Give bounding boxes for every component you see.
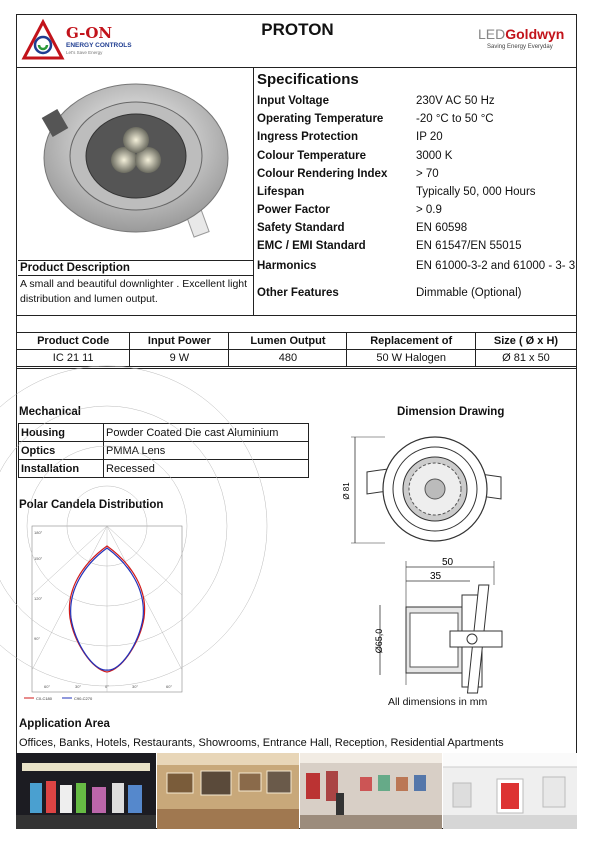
spec-row [257,131,577,149]
table-row [19,424,309,442]
product-description-text: A small and beautiful downlighter . Excellent light distribution and lumen output. [20,278,248,305]
spec-key: Input Voltage [257,95,329,107]
dim-height-label: Ø65,0 [374,628,384,654]
spec-row [257,168,577,186]
goldwyn-logo [478,26,564,42]
dimension-side-view [370,555,505,693]
polar-tick: 30° [132,684,139,689]
table-row [19,460,309,478]
spec-key: Safety Standard [257,222,345,234]
application-photo-strip [16,753,577,829]
spec-key: Other Features [257,287,339,299]
table-row [19,442,309,460]
mech-key: Optics [19,442,104,460]
mech-key: Installation [19,460,104,478]
polar-legend: C0-C180 [36,696,53,701]
spec-value: EN 61000-3-2 and 61000 - 3- 3 [416,260,576,272]
polar-title: Polar Candela Distribution [19,499,164,511]
product-description-title: Product Description [18,260,253,276]
spec-value: 230V AC 50 Hz [416,95,495,107]
product-table [16,332,577,367]
spec-row [257,95,577,113]
application-photo-atrium [443,753,577,829]
table-cell: Ø 81 x 50 [475,350,576,367]
application-photo-exhibition [300,753,442,829]
spec-value: > 70 [416,168,439,180]
polar-tick: 120° [34,596,43,601]
spec-value: IP 20 [416,131,443,143]
application-title: Application Area [19,718,110,730]
spec-value: EN 61547/EN 55015 [416,240,522,252]
product-image [36,78,236,254]
spec-key: Colour Rendering Index [257,168,388,180]
polar-tick: 60° [166,684,173,689]
application-photo-gallery [157,753,299,829]
polar-tick: 180° [34,530,43,535]
section-divider [16,315,577,316]
spec-key: Operating Temperature [257,113,384,125]
gon-brand-name: G-ON [66,24,113,42]
table-header: Replacement of [347,333,476,350]
table-header: Input Power [130,333,229,350]
table-cell: 9 W [130,350,229,367]
polar-chart [20,520,188,705]
table-cell: 480 [229,350,347,367]
mechanical-table [18,423,309,478]
spec-row [257,113,577,131]
spec-key: Harmonics [257,260,317,272]
gon-brand-tagline: Let's Save Energy [66,50,103,55]
dimension-drawing-title: Dimension Drawing [397,406,505,418]
spec-key: Ingress Protection [257,131,358,143]
spec-row [257,204,577,222]
goldwyn-prefix: LED [478,26,506,42]
dim-width-label: 50 [442,557,454,568]
spec-row [257,150,577,168]
mech-value: Recessed [104,460,309,478]
mech-value: PMMA Lens [104,442,309,460]
dim-diameter-label: Ø 81 [342,482,351,500]
table-header: Product Code [17,333,130,350]
section-divider [16,368,577,369]
specifications-heading: Specifications [257,71,359,88]
polar-tick: 30° [75,684,82,689]
mechanical-title: Mechanical [19,406,81,418]
spec-row [257,287,577,305]
dimension-top-view [342,425,520,550]
goldwyn-tagline: Saving Energy Everyday [487,44,553,50]
spec-key: Colour Temperature [257,150,367,162]
table-row [17,350,577,367]
spec-value: > 0.9 [416,204,442,216]
gon-brand-subtitle: ENERGY CONTROLS [66,42,132,49]
spec-value: EN 60598 [416,222,468,234]
spec-key: Power Factor [257,204,330,216]
spec-value: -20 °C to 50 °C [416,113,494,125]
spec-row [257,240,577,258]
page-title: PROTON [261,20,334,39]
mech-key: Housing [19,424,104,442]
spec-value: Typically 50, 000 Hours [416,186,536,198]
spec-row [257,222,577,240]
table-header: Lumen Output [229,333,347,350]
spec-value: 3000 K [416,150,453,162]
dimension-note: All dimensions in mm [388,696,488,708]
table-header: Size ( Ø x H) [475,333,576,350]
application-text: Offices, Banks, Hotels, Restaurants, Showrooms, Entrance Hall, Reception, Residential Apartments [19,737,504,749]
spec-key: EMC / EMI Standard [257,240,366,252]
goldwyn-brand-name: Goldwyn [505,26,565,42]
polar-tick: 60° [44,684,51,689]
table-cell: IC 21 11 [17,350,130,367]
table-cell: 50 W Halogen [347,350,476,367]
spec-divider [253,68,254,315]
polar-tick: 150° [34,556,43,561]
polar-tick: 90° [34,636,41,641]
table-header-row [17,333,577,350]
polar-tick: 0° [105,684,109,689]
spec-row [257,186,577,204]
spec-row [257,260,577,278]
spec-key: Lifespan [257,186,305,198]
mech-value: Powder Coated Die cast Aluminium [104,424,309,442]
spec-value: Dimmable (Optional) [416,287,522,299]
polar-legend: C90-C270 [74,696,93,701]
application-photo-showroom [16,753,156,829]
dim-inner-label: 35 [430,571,442,582]
